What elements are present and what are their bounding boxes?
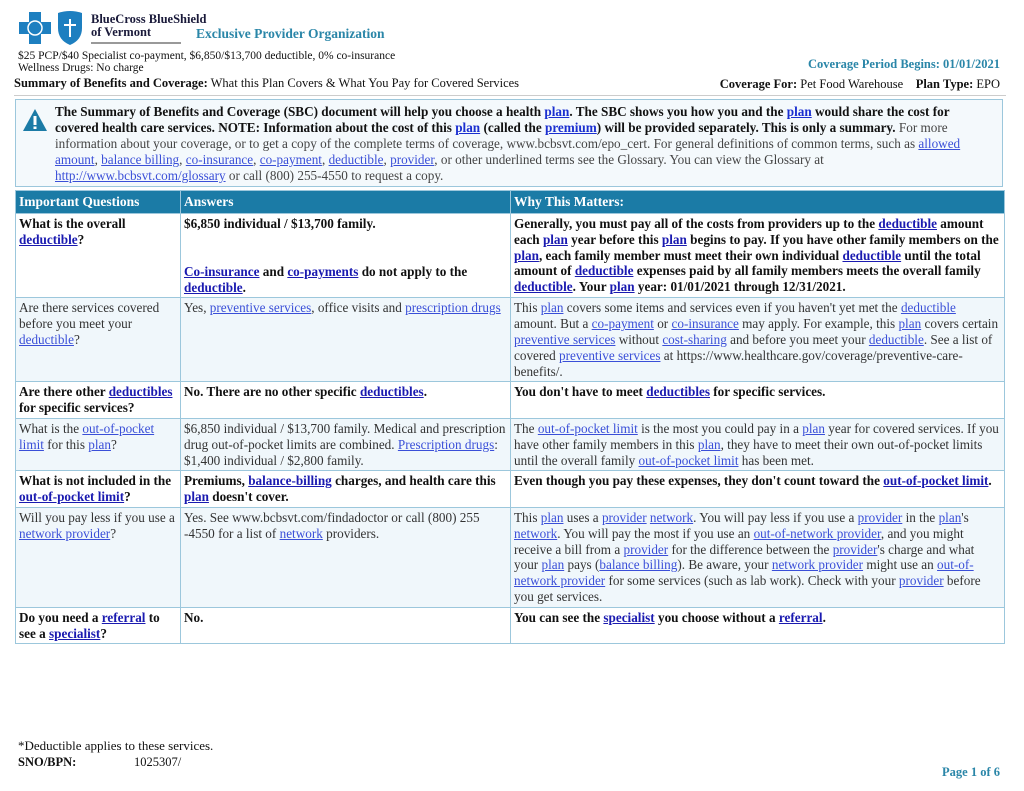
- glossary-link[interactable]: preventive services: [514, 331, 616, 347]
- coverage-for-value: Pet Food Warehouse: [797, 77, 904, 91]
- table-header-row: [16, 191, 1005, 214]
- glossary-link[interactable]: plan: [802, 420, 825, 436]
- plan-type-label: Plan Type:: [915, 77, 974, 91]
- glossary-link[interactable]: plan: [540, 509, 564, 525]
- text-segment: begins to pay. If you have other family members on the: [686, 231, 999, 247]
- glossary-link[interactable]: provider: [857, 509, 903, 525]
- glossary-link[interactable]: out-of-network provider: [514, 557, 974, 589]
- glossary-link[interactable]: preventive services: [559, 347, 661, 363]
- glossary-link[interactable]: plan: [184, 489, 209, 505]
- text-segment: would share the cost for covered health care services. NOTE: Information about the cost of this: [55, 104, 950, 135]
- text-segment: year: 01/01/2021 through 12/31/2021.: [634, 279, 846, 295]
- text-segment: expenses paid by all family members meets the overall family: [633, 263, 981, 279]
- text-segment: for the difference between the: [668, 541, 833, 557]
- glossary-link[interactable]: out-of-pocket limit: [19, 420, 155, 452]
- why-matters-cell: [511, 214, 1005, 298]
- glossary-link[interactable]: deductible: [19, 331, 74, 347]
- deductible-note: *Deductible applies to these services.: [18, 738, 214, 753]
- glossary-link[interactable]: balance billing: [101, 152, 180, 167]
- glossary-link[interactable]: out-of-pocket limit: [537, 420, 638, 436]
- glossary-link[interactable]: out-of-network provider: [753, 525, 881, 541]
- glossary-link[interactable]: network: [649, 509, 694, 525]
- glossary-link[interactable]: plan: [541, 557, 565, 573]
- glossary-link[interactable]: network provider: [19, 525, 111, 541]
- text-segment: ?: [77, 231, 85, 247]
- text-segment: .: [242, 279, 246, 295]
- text-segment: Do you need a: [19, 609, 102, 625]
- text-segment: (called the: [480, 120, 545, 135]
- text-segment: year for covered services. If you have other family members in this: [514, 420, 999, 452]
- header-answers: Answers: [181, 191, 511, 214]
- glossary-link[interactable]: plan: [88, 436, 111, 452]
- table-row: [16, 607, 1005, 644]
- coverage-for-label: Coverage For:: [719, 77, 798, 91]
- text-segment: do not apply to the: [358, 263, 468, 279]
- table-row: [16, 382, 1005, 419]
- text-segment: 's: [961, 509, 969, 525]
- text-segment: The Summary of Benefits and Coverage (SBC) document will help you choose a health: [55, 104, 545, 119]
- sbc-title: [14, 76, 519, 91]
- text-segment: You don't have to meet: [514, 384, 647, 400]
- text-segment: . You will pay the most if you use an: [557, 525, 754, 541]
- glossary-link[interactable]: plan: [898, 316, 922, 332]
- glossary-link[interactable]: co-insurance: [185, 152, 254, 167]
- coverage-period: Coverage Period Begins: 01/01/2021: [808, 57, 1000, 71]
- text-segment: No. There are no other specific: [184, 384, 360, 400]
- glossary-link[interactable]: provider: [623, 541, 669, 557]
- text-segment: and: [259, 263, 288, 279]
- header-important-questions: Important Questions: [16, 191, 181, 214]
- answer-cell: [181, 471, 511, 508]
- text-segment: What is the: [19, 420, 83, 436]
- glossary-link[interactable]: deductibles: [108, 384, 173, 400]
- table-row: [16, 507, 1005, 607]
- text-segment: , each family member must meet their own individual: [538, 247, 843, 263]
- glossary-link[interactable]: co-payments: [287, 263, 359, 279]
- text-segment: Generally, you must pay all of the costs from providers up to the: [514, 216, 879, 231]
- text-segment: might use an: [863, 557, 938, 573]
- text-segment: without: [615, 331, 663, 347]
- text-segment: .: [988, 473, 992, 489]
- why-matters-cell: [511, 607, 1005, 644]
- glossary-link[interactable]: plan: [544, 104, 570, 119]
- glossary-link[interactable]: provider: [390, 152, 435, 167]
- text-segment: What is the overall: [19, 216, 126, 231]
- text-segment: ?: [110, 436, 117, 452]
- glossary-link[interactable]: plan: [938, 509, 962, 525]
- answer-cell: [181, 214, 511, 298]
- sbc-label: Summary of Benefits and Coverage:: [14, 76, 208, 90]
- glossary-link[interactable]: specialist: [603, 609, 655, 625]
- text-segment: ,: [321, 152, 329, 167]
- text-segment: or: [653, 316, 672, 332]
- text-segment: .: [423, 384, 427, 400]
- glossary-link[interactable]: out-of-pocket limit: [638, 452, 739, 468]
- text-segment: covers certain: [921, 316, 999, 332]
- intro-box: [15, 99, 1003, 187]
- wellness-drugs: Wellness Drugs: No charge: [18, 62, 144, 74]
- glossary-link[interactable]: plan: [514, 247, 539, 263]
- answer-cell: [181, 418, 511, 470]
- text-segment: . You will pay less if you use a: [693, 509, 858, 525]
- glossary-link[interactable]: network: [514, 525, 558, 541]
- text-segment: charges, and health care this: [331, 473, 496, 489]
- glossary-link[interactable]: balance-billing: [248, 473, 332, 489]
- text-segment: to see a: [19, 609, 160, 641]
- text-segment: ,: [253, 152, 260, 167]
- benefits-table: [15, 190, 1005, 644]
- blue-cross-logo-icon: [18, 11, 52, 45]
- glossary-link[interactable]: plan: [697, 436, 721, 452]
- text-segment: ?: [110, 525, 117, 541]
- text-segment: Are there services covered before you meet your: [19, 300, 160, 332]
- glossary-link[interactable]: deductibles: [359, 384, 424, 400]
- text-segment: . See a list of covered: [514, 331, 993, 363]
- text-segment: Are there other: [19, 384, 109, 400]
- glossary-link[interactable]: network: [279, 525, 323, 541]
- text-segment: , office visits and: [311, 300, 406, 316]
- answer-cell: [181, 298, 511, 382]
- why-matters-cell: [511, 298, 1005, 382]
- text-segment: for this: [43, 436, 89, 452]
- glossary-link[interactable]: plan: [542, 231, 568, 247]
- text-segment: for some services (such as lab work). Check with your: [605, 573, 899, 589]
- logo-text-line1: BlueCross BlueShield: [91, 11, 207, 26]
- glossary-link[interactable]: deductible: [19, 231, 78, 247]
- text-segment: , they have to meet their own out-of-pocket limits until the overall family: [514, 436, 983, 468]
- text-segment: for specific services.: [709, 384, 826, 400]
- text-segment: at https://www.healthcare.gov/coverage/preventive-care-benefits/.: [514, 347, 963, 379]
- glossary-link[interactable]: Prescription drugs: [397, 436, 495, 452]
- text-segment: until the total amount of: [514, 247, 981, 279]
- text-segment: : $1,400 individual / $2,800 family.: [184, 436, 498, 468]
- why-matters-cell: [511, 382, 1005, 419]
- glossary-link[interactable]: plan: [540, 300, 564, 316]
- answer-cell: [181, 382, 511, 419]
- glossary-link[interactable]: deductible: [184, 279, 243, 295]
- table-row: [16, 471, 1005, 508]
- plan-summary: $25 PCP/$40 Specialist co-payment, $6,850/$13,700 deductible, 0% co-insurance: [18, 50, 396, 62]
- text-segment: or call (800) 255-4550 to request a copy.: [225, 168, 444, 183]
- why-matters-cell: [511, 507, 1005, 607]
- why-matters-cell: [511, 471, 1005, 508]
- text-segment: ,: [179, 152, 186, 167]
- text-segment: has been met.: [738, 452, 814, 468]
- text-segment: This: [514, 300, 541, 316]
- question-cell: [16, 471, 181, 508]
- text-segment: providers.: [322, 525, 380, 541]
- text-segment: Yes,: [184, 300, 210, 316]
- text-segment: ,: [383, 152, 391, 167]
- text-segment: The: [514, 420, 538, 436]
- text-segment: , or other underlined terms see the Glossary. You can view the Glossary at: [434, 152, 824, 167]
- why-matters-cell: [511, 418, 1005, 470]
- glossary-link[interactable]: deductible: [878, 216, 937, 231]
- question-cell: [16, 382, 181, 419]
- glossary-link[interactable]: out-of-pocket limit: [19, 489, 125, 505]
- question-cell: [16, 507, 181, 607]
- question-cell: [16, 298, 181, 382]
- glossary-link[interactable]: deductible: [868, 331, 924, 347]
- sno-value: 1025307/: [134, 755, 182, 769]
- text-segment: . Your: [572, 279, 610, 295]
- plan-kind-title: Exclusive Provider Organization: [196, 26, 385, 41]
- glossary-link[interactable]: provider: [601, 509, 647, 525]
- glossary-link[interactable]: provider: [832, 541, 878, 557]
- text-segment: amount each: [514, 216, 984, 247]
- table-row: [16, 214, 1005, 298]
- text-segment: Will you pay less if you use a: [19, 509, 175, 525]
- glossary-link[interactable]: deductible: [514, 279, 573, 295]
- text-segment: ). Be aware, your: [677, 557, 772, 573]
- glossary-link[interactable]: http://www.bcbsvt.com/glossary: [55, 168, 226, 183]
- text-segment: ,: [94, 152, 102, 167]
- text-segment: Yes. See www.bcbsvt.com/findadoctor or call (800) 255 -4550 for a list of: [184, 509, 480, 541]
- text-segment: Even though you pay these expenses, they don't count toward the: [514, 473, 884, 489]
- glossary-link[interactable]: plan: [609, 279, 635, 295]
- glossary-link[interactable]: co-insurance: [671, 316, 739, 332]
- logo-text-line2: of Vermont: [91, 24, 152, 39]
- sbc-text: What this Plan Covers & What You Pay for Covered Services: [207, 76, 520, 90]
- text-segment: covers some items and services even if you haven't yet met the: [563, 300, 901, 316]
- glossary-link[interactable]: deductible: [842, 247, 902, 263]
- text-segment: doesn't cover.: [208, 489, 289, 505]
- glossary-link[interactable]: deductible: [328, 152, 384, 167]
- glossary-link[interactable]: balance billing: [599, 557, 678, 573]
- answer-cell: [181, 507, 511, 607]
- glossary-link[interactable]: co-payment: [591, 316, 654, 332]
- glossary-link[interactable]: network provider: [771, 557, 864, 573]
- text-segment: , and you might receive a bill from a: [514, 525, 964, 557]
- spacer: [184, 232, 507, 264]
- glossary-link[interactable]: plan: [786, 104, 812, 119]
- glossary-link[interactable]: plan: [455, 120, 481, 135]
- text-segment: For more information about your coverage, or to get a copy of the complete terms of coverage, www.bcbsvt.com/epo_cert. For general definitions of common terms, such as: [55, 120, 948, 151]
- glossary-link[interactable]: deductible: [574, 263, 634, 279]
- glossary-link[interactable]: referral: [778, 609, 823, 625]
- intro-text: [55, 104, 990, 184]
- header-why-this-matters: Why This Matters:: [511, 191, 1005, 214]
- text-segment: This: [514, 509, 541, 525]
- page-number: Page 1 of 6: [942, 765, 1000, 779]
- text-segment: What is not included in the: [19, 473, 172, 489]
- text-segment: amount. But a: [514, 316, 592, 332]
- question-cell: [16, 214, 181, 298]
- text-segment: ?: [73, 331, 80, 347]
- glossary-link[interactable]: Co-insurance: [184, 263, 260, 279]
- text-segment: before you get services.: [514, 573, 981, 604]
- plan-type-value: EPO: [973, 77, 1000, 91]
- logo: [18, 10, 206, 46]
- text-segment: $6,850 individual / $13,700 family.: [184, 216, 376, 231]
- table-row: [16, 418, 1005, 470]
- text-segment: in the: [902, 509, 939, 525]
- glossary-link[interactable]: allowed amount: [55, 136, 961, 167]
- warning-triangle-icon: [22, 108, 48, 132]
- text-segment: You can see the: [514, 609, 604, 625]
- glossary-link[interactable]: premium: [544, 120, 597, 135]
- blue-shield-logo-icon: [55, 10, 85, 46]
- glossary-link[interactable]: co-payment: [259, 152, 322, 167]
- glossary-link[interactable]: specialist: [49, 625, 101, 641]
- text-segment: may apply. For example, this: [738, 316, 899, 332]
- glossary-link[interactable]: deductibles: [646, 384, 710, 400]
- text-segment: . The SBC shows you how you and the: [569, 104, 787, 119]
- answer-cell: [181, 607, 511, 644]
- glossary-link[interactable]: preventive services: [209, 300, 312, 316]
- glossary-link[interactable]: provider: [898, 573, 944, 589]
- text-segment: .: [822, 609, 826, 625]
- glossary-link[interactable]: deductible: [900, 300, 956, 316]
- question-cell: [16, 607, 181, 644]
- text-segment: and before you meet your: [726, 331, 869, 347]
- text-segment: ) will be provided separately. This is only a summary.: [596, 120, 896, 135]
- text-segment: 's charge and what your: [514, 541, 975, 573]
- glossary-link[interactable]: referral: [101, 609, 146, 625]
- text-segment: No.: [184, 609, 204, 625]
- table-row: [16, 298, 1005, 382]
- text-segment: uses a: [563, 509, 602, 525]
- text-segment: is the most you could pay in a: [637, 420, 803, 436]
- text-segment: ?: [124, 489, 131, 505]
- text-segment: ?: [100, 625, 107, 641]
- text-segment: $6,850 individual / $13,700 family. Medical and prescription drug out-of-pocket limits are combined.: [184, 420, 506, 452]
- text-segment: you choose without a: [654, 609, 779, 625]
- glossary-link[interactable]: cost-sharing: [662, 331, 727, 347]
- text-segment: year before this: [567, 231, 662, 247]
- text-segment: Premiums,: [184, 473, 249, 489]
- sno-label: SNO/BPN:: [18, 755, 77, 769]
- divider: [14, 95, 1006, 96]
- question-cell: [16, 418, 181, 470]
- coverage-for: [720, 77, 1000, 92]
- glossary-link[interactable]: plan: [661, 231, 687, 247]
- glossary-link[interactable]: out-of-pocket limit: [883, 473, 989, 489]
- text-segment: pays (: [564, 557, 600, 573]
- glossary-link[interactable]: prescription drugs: [405, 300, 501, 316]
- text-segment: for specific services?: [19, 400, 135, 416]
